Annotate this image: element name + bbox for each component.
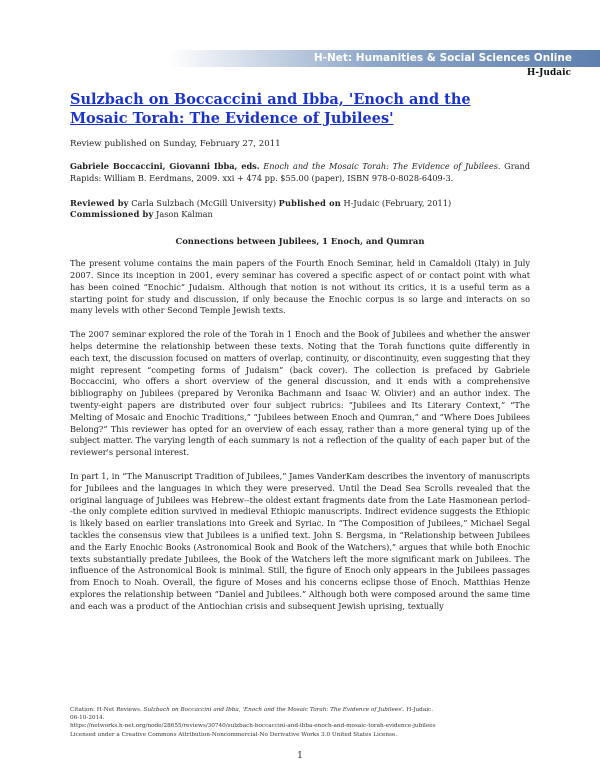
- review-title-link[interactable]: Sulzbach on Boccaccini and Ibba, 'Enoch and the Mosaic Torah: The Evidence of Jubilees': [70, 91, 471, 127]
- book-details: Grand Rapids: William B. Eerdmans, 2009. xxi + 474 pp. $55.00 (paper), ISBN 978-0-8028-6409-3.: [70, 161, 531, 183]
- footer-license: Licensed under a Creative Commons Attribution-Noncommercial-No Derivative Works 3.0 United States License.: [70, 731, 398, 738]
- commissioner: Jason Kalman: [156, 209, 213, 220]
- footer-url[interactable]: https://networks.h-net.org/node/28655/reviews/30740/sulzbach-boccaccini-and-ibba-enoch-and-mosaic-torah-evidence-jubilees: [70, 723, 436, 730]
- footer-citation-suffix: H-Judaic.: [406, 707, 434, 713]
- footer-citation-prefix: Citation: H-Net Reviews.: [70, 707, 142, 713]
- footer-date: 06-10-2014.: [70, 715, 105, 722]
- published-on: H-Judaic (February, 2011): [343, 197, 452, 208]
- body-paragraph: In part 1, in “The Manuscript Tradition of Jubilees,” James VanderKam describes the inventory of manuscripts for Jubilees and the languages in which they were preserved. Until the Dead Sea Scrolls revealed that the original language of Jubilees was Hebrew--the oldest extant fragments date from the Late Hasmonean period--the only complete edition survived in medieval Ethiopic manuscripts. Indirect evidence suggests the Ethiopic is likely based on earlier translations into Greek and Syriac. In “The Composition of Jubilees,” Michael Segal tackles the consensus view that Jubilees is a unified text. John S. Bergsma, in “Relationship between Jubilees and the Early Enochic Books (Astronomical Book and Book of the Watchers),” argues that while both Enochic texts substantially predate Jubilees, the Book of the Watchers left the more significant mark on Jubilees. The influence of the Astronomical Book is minimal. Still, the figure of Enoch only appears in the Jubilees passages from Enoch to Noah. Overall, the figure of Moses and his concerns eclipse those of Enoch. Matthias Henze explores the relationship between “Daniel and Jubilees.” Although both were composed around the same time and each was a product of the Antiochian crisis and subsequent Jewish uprising, textually: [70, 470, 530, 611]
- section-heading: Connections between Jubilees, 1 Enoch, and Qumran: [175, 236, 425, 247]
- header-banner: [0, 50, 600, 67]
- body-paragraph: The 2007 seminar explored the role of the Torah in 1 Enoch and the Book of Jubilees and whether the answer helps determine the relationship between these texts. Noting that the Torah functions quite differently in each text, the discussion focused on matters of overlap, continuity, or discontinuity, even suggesting that they might represent “competing forms of Judaism” (back cover). The collection is prefaced by Gabriele Boccaccini, who offers a short overview of the general discussion, and it ends with a comprehensive bibliography on Jubilees (prepared by Veronika Bachmann and Isaac W. Olivier) and an author index. The twenty-eight papers are distributed over four subject rubrics: “Jubilees and Its Literary Context,” “The Melting of Mosaic and Enochic Traditions,” “Jubilees between Enoch and Qumran,” and “Where Does Jubilees Belong?” This reviewer has opted for an overview of each essay, rather than a more general tying up of the subject matter. The varying length of each summary is not a reflection of the quality of each paper but of the reviewer's personal interest.: [70, 329, 530, 458]
- site-name: H-Judaic: [526, 68, 571, 78]
- published-on-label: Published on: [278, 197, 341, 208]
- book-citation: [70, 161, 530, 185]
- commissioned-by-label: Commissioned by: [70, 209, 154, 220]
- book-title: Enoch and the Mosaic Torah: The Evidence of Jubilees.: [263, 161, 501, 171]
- published-date: Review published on Sunday, February 27, 2011: [70, 139, 281, 149]
- banner-title: H-Net: Humanities & Social Sciences Online: [313, 52, 572, 64]
- review-content: [70, 90, 530, 613]
- page-number: 1: [297, 751, 303, 761]
- book-authors: Gabriele Boccaccini, Giovanni Ibba, eds.: [70, 161, 260, 171]
- body-paragraph: The present volume contains the main papers of the Fourth Enoch Seminar, held in Camaldoli (Italy) in July 2007. Since its inception in 2001, every seminar has covered a specific aspect of or contact point with what has been coined “Enochic” Judaism. Although that notion is not without its critics, it is a useful term as a starting point for study and discussion, if only because the Enochic corpus is so large and interacts on so many levels with other Second Temple Jewish texts.: [70, 258, 530, 316]
- reviewer: Carla Sulzbach (McGill University): [131, 197, 277, 208]
- footer-citation-title: Sulzbach on Boccaccini and Ibba, 'Enoch and the Mosaic Torah: The Evidence of Jubilees'.: [143, 707, 405, 713]
- citation-footer: [70, 706, 540, 739]
- review-credits: [70, 198, 530, 222]
- reviewed-by-label: Reviewed by: [70, 197, 129, 208]
